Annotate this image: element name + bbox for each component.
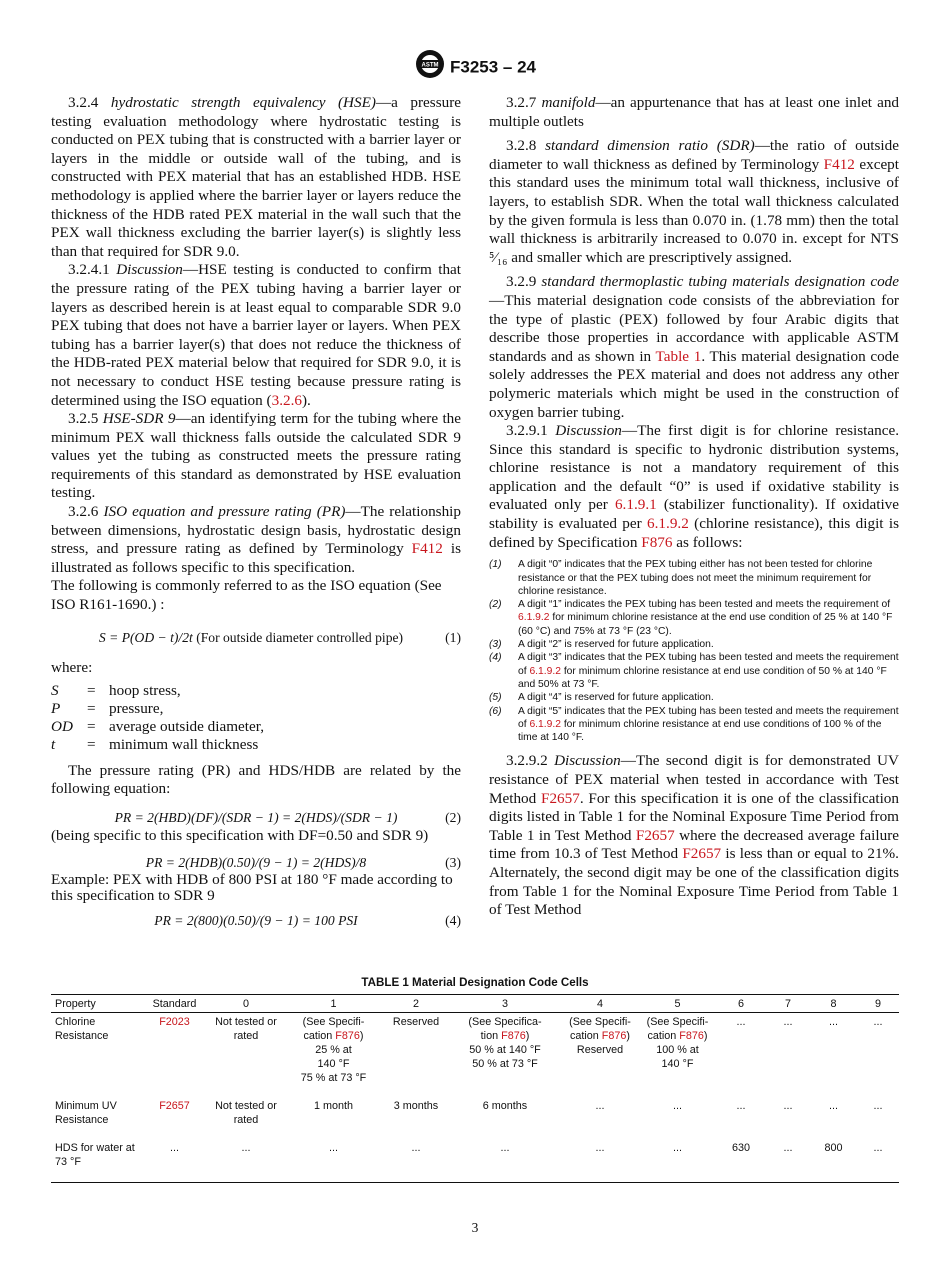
astm-logo-icon (414, 48, 446, 80)
col-header: 0 (208, 995, 284, 1013)
ref-link[interactable]: 6.1.9.2 (529, 718, 561, 730)
table-cell: ... (829, 1016, 838, 1028)
table-cell: ... (873, 1099, 883, 1112)
def-row: S = hoop stress, (51, 681, 181, 699)
right-column (489, 94, 899, 920)
ref-link[interactable]: 3.2.6 (271, 391, 302, 409)
table-cell: (See Specifica- tion F876) 50 % at 140 °F 50 % at 73 °F (468, 1016, 542, 1070)
ref-link[interactable]: F2657 (682, 845, 722, 863)
material-code-table-wrap (51, 994, 899, 1183)
table-cell: ... (383, 1139, 449, 1183)
equation-2: PR = 2(HBD)(DF)/(SDR − 1) = 2(HDS)/(SDR − 1) (2) (114, 810, 461, 825)
col-header: 7 (766, 995, 810, 1013)
equation-4: PR = 2(800)(0.50)/(9 − 1) = 100 PSI (4) (154, 913, 461, 929)
table-cell: 3 months (393, 1099, 439, 1112)
table-row (51, 1013, 899, 1097)
table-cell: Not tested or rated (215, 1099, 277, 1126)
document-id: F3253 – 24 (449, 57, 536, 77)
ref-link[interactable]: F412 (411, 540, 443, 558)
col-header: 6 (716, 995, 766, 1013)
section-3-2-4-1: 3.2.4.1 Discussion—HSE testing is conducted to confirm that the pressure rating of the PEX tubing having a barrier layer or layers as described herein is at least equal to comparable SDR 9.0 PEX tubing that does not have a barrier layer or layers. When PEX tubing has a barrier layer(s) that does not reduce the thickness of the HDB-rated PEX material below that required for SDR 9.0, it is not necessary to conduct HSE testing because pressure rating is determined using the ISO equation (3.2.6). (51, 261, 462, 409)
col-header: 1 (284, 995, 383, 1013)
def-row: t = minimum wall thickness (51, 735, 259, 753)
table-row (51, 1139, 899, 1183)
table-cell: HDS for water at 73 °F (51, 1139, 141, 1183)
table-cell: ... (829, 1099, 838, 1112)
table-cell: ... (208, 1139, 284, 1183)
table-cell: Chlorine Resistance (55, 1016, 109, 1042)
ref-link[interactable]: F2657 (635, 826, 675, 844)
ref-link[interactable]: F2657 (541, 789, 580, 807)
material-code-table (51, 994, 899, 1183)
section-3-2-7: 3.2.7 manifold—an appurtenance that has at least one inlet and multiple outlets (489, 94, 900, 130)
table-cell: ... (141, 1139, 208, 1183)
section-3-2-4: 3.2.4 hydrostatic strength equivalency (HSE)—a pressure testing evaluation methodology where hydrostatic testing is conducted on PEX tubing that is constructed with a barrier layer or layers in the middle or outside wall of the tubing, and is constructed with PEX material that has an established HDB. HSE methodology is applied where the barrier layer or layers reduce the thickness of the HDB rated PEX material in the wall such that the PEX wall thickness excluding the barrier layer(s) is slightly less than that required for SDR 9.0. (51, 94, 461, 260)
table-cell: Minimum UV Resistance (55, 1099, 117, 1126)
col-header: Standard (141, 995, 208, 1013)
col-header: 4 (561, 995, 639, 1013)
table-cell: ... (595, 1099, 605, 1112)
table-cell: ... (736, 1099, 746, 1112)
def-row: OD = average outside diameter, (51, 717, 264, 735)
note-item: (3) A digit “2” is reserved for future application. (489, 639, 714, 651)
example-text: Example: PEX with HDB of 800 PSI at 180 °F made according to this specification to SDR 9 (51, 871, 453, 905)
table-cell: 1 month (313, 1099, 353, 1112)
ref-link[interactable]: F412 (823, 155, 855, 173)
section-3-2-8: 3.2.8 standard dimension ratio (SDR)—the ratio of outside diameter to wall thickness as defined by Terminology F412 except this standard uses the minimum total wall thickness, inclusive of layers, to establish SDR. When the total wall thickness calculated by the given formula is less than 0.070 in. (1.78 mm) then the total wall thickness is arbitrarily increased to 0.070 in. except for NTS ⁵⁄₁₆ and smaller which are prescriptively assigned. (489, 137, 899, 266)
table-cell: Reserved (392, 1016, 440, 1028)
table-title: TABLE 1 Material Designation Code Cells (361, 976, 589, 989)
table-cell: (See Specifi- cation F876) 100 % at 140 °F (646, 1016, 709, 1070)
table-cell: ... (561, 1139, 639, 1183)
where-label: where: (51, 659, 93, 677)
table-cell: ... (857, 1139, 899, 1183)
note-item: (5) A digit “4” is reserved for future application. (489, 692, 714, 704)
section-3-2-9: 3.2.9 standard thermoplastic tubing materials designation code—This material designation code consists of the abbreviation for the type of plastic (PEX) followed by four Arabic digits that describe those properties in accordance with applicable ASTM standards and as shown in Table 1. This material designation code solely addresses the PEX material and does not address any other polymeric materials which might be used in the construction of oxygen barrier tubing. (489, 273, 900, 421)
eq2-note: (being specific to this specification with DF=0.50 and SDR 9) (51, 826, 429, 844)
table-cell: ... (766, 1139, 810, 1183)
page-header (0, 56, 950, 80)
ref-link[interactable]: F876 (679, 1030, 704, 1042)
col-header: 3 (449, 995, 561, 1013)
ref-link[interactable]: F876 (641, 533, 673, 551)
table-cell: ... (873, 1016, 883, 1028)
page-number: 3 (471, 1220, 479, 1235)
table-cell: ... (783, 1099, 793, 1112)
note-item: (1) A digit “0” indicates that the PEX tubing either has not been tested for chlorine resistance or that the PEX tubing does not meet the minimum requirement for chlorine resistance. (489, 559, 873, 597)
col-header: 2 (383, 995, 449, 1013)
note-item: (2) A digit “1” indicates the PEX tubing has been tested and meets the requirement of 6.1.9.2 for minimum chlorine resistance at the end use condition of 25 % at 140 °F (60 °C) and 75% at 73 °F (23 °C). (489, 599, 893, 637)
left-column (51, 94, 461, 931)
symbol-definitions (51, 682, 264, 754)
table-cell: 630 (716, 1139, 766, 1183)
col-header: 8 (810, 995, 857, 1013)
table-cell: ... (673, 1099, 682, 1112)
table-cell: ... (736, 1016, 746, 1028)
ref-link[interactable]: 6.1.9.2 (518, 612, 550, 624)
table-row (51, 1097, 899, 1139)
section-3-2-9-1: 3.2.9.1 Discussion—The first digit is for chlorine resistance. Since this standard is specific to hydronic distribution systems, chlorine resistance is not a mandatory requirement of this application and the default “0” is used if oxidative stability is evaluated only per 6.1.9.1 (stabilizer functionality). If oxidative stability is evaluated per 6.1.9.2 (chlorine resistance), this digit is defined by Specification F876 as follows: (489, 422, 900, 551)
col-header: Property (51, 995, 141, 1013)
table-cell: ... (639, 1139, 716, 1183)
table-cell: (See Specifi- cation F876) 25 % at 140 °F 75 % at 73 °F (300, 1016, 367, 1084)
ref-link[interactable]: 6.1.9.1 (614, 496, 657, 514)
table-cell: 6 months (482, 1099, 528, 1112)
def-row: P = pressure, (51, 699, 164, 717)
standard-link[interactable]: F2657 (159, 1099, 190, 1112)
logo-text: ASTM (421, 62, 439, 69)
table-cell: (See Specifi- cation F876) Reserved (569, 1016, 631, 1056)
equation-3: PR = 2(HDB)(0.50)/(9 − 1) = 2(HDS)/8 (3) (145, 854, 461, 870)
equation-1: S = P(OD − t)/2t (For outside diameter controlled pipe) (1) (98, 629, 461, 645)
ref-link[interactable]: F876 (501, 1030, 526, 1042)
table-cell: Not tested or rated (215, 1016, 277, 1042)
ref-link[interactable]: 6.1.9.2 (647, 515, 689, 533)
col-header: 5 (639, 995, 716, 1013)
table-cell: ... (449, 1139, 561, 1183)
digit-notes (489, 558, 899, 744)
section-3-2-9-2: 3.2.9.2 Discussion—The second digit is for demonstrated UV resistance of PEX material when tested in accordance with Test Method F2657. For this specification it is one of the classification digits listed in Table 1 for the Nominal Exposure Time Period from Table 1 in Test Method F2657 where the decreased average failure time from 10.3 of Test Method F2657 is less than or equal to 21%. Alternately, the second digit may be one of the classification digits from Table 1 for the Nominal Exposure Time Period from Table 1 of Test Method (489, 752, 899, 919)
iso-intro: The following is commonly referred to as the ISO equation (See ISO R161-1690.) : (51, 577, 442, 614)
ref-link[interactable]: F876 (335, 1030, 360, 1042)
note-item: (4) A digit “3” indicates that the PEX tubing has been tested and meets the requirement of 6.1.9.2 for minimum chlorine resistance at end use condition of 50 % at 140 °F and 50% at 73 °F. (489, 652, 899, 690)
ref-link[interactable]: F876 (601, 1030, 627, 1042)
ref-link[interactable]: Table 1 (655, 347, 702, 365)
section-3-2-6: 3.2.6 ISO equation and pressure rating (PR)—The relationship between dimensions, hydrostatic design basis, hydrostatic design stress, and pressure rating as defined by Terminology F412 is illustrated as follows specific to this specification. (51, 503, 461, 576)
table-cell: 800 (810, 1139, 857, 1183)
note-item: (6) A digit “5” indicates that the PEX tubing has been tested and meets the requirement of 6.1.9.2 for minimum chlorine resistance at end use conditions of 100 % of the time at 140 °F. (489, 705, 899, 744)
ref-link[interactable]: 6.1.9.2 (529, 665, 561, 677)
col-header: 9 (857, 995, 899, 1013)
table-cell: ... (783, 1016, 793, 1028)
pr-intro: The pressure rating (PR) and HDS/HDB are related by the following equation: (51, 761, 461, 798)
standard-link[interactable]: F2023 (159, 1016, 190, 1028)
table-header-row (51, 995, 899, 1013)
table-cell: ... (284, 1139, 383, 1183)
section-3-2-5: 3.2.5 HSE-SDR 9—an identifying term for the tubing where the minimum PEX wall thickness falls outside the calculated SDR 9 values yet the tubing as constructed meets the pressure rating requirements of this standard as demonstrated by HSE evaluation testing. (51, 410, 462, 502)
